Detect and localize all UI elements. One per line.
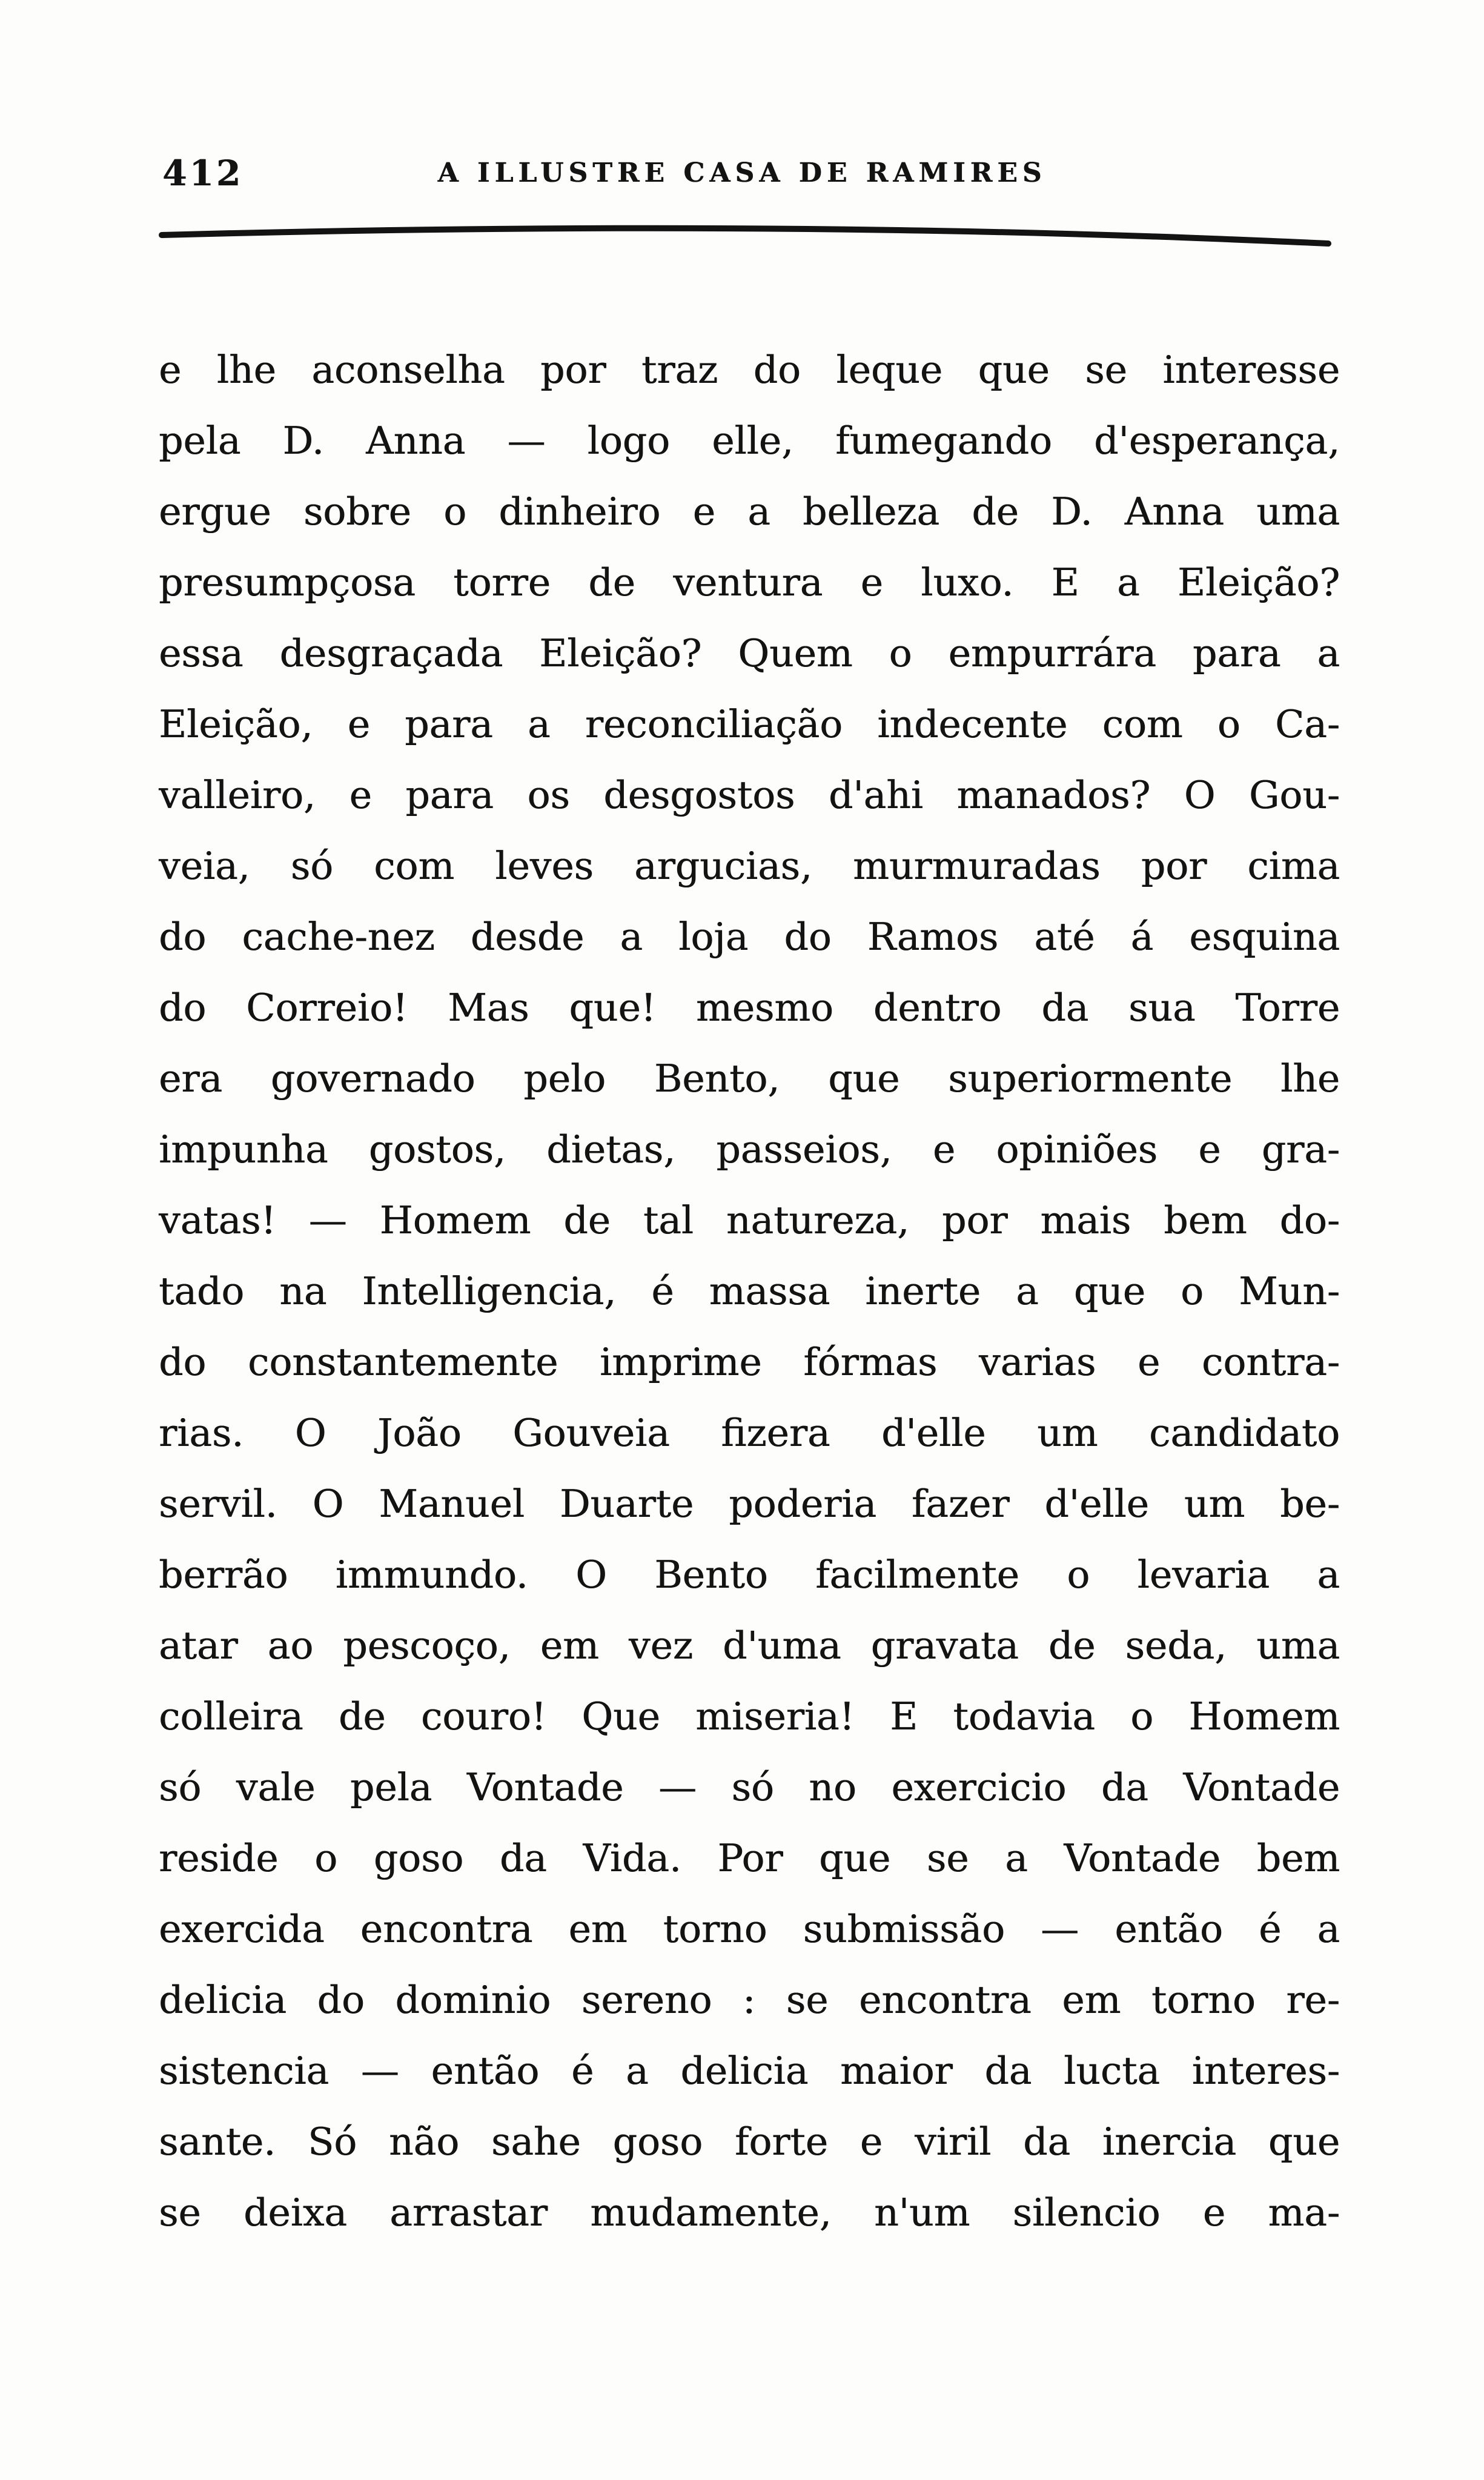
text-line: ergue sobre o dinheiro e a belleza de D. Anna uma [159, 489, 1340, 534]
header-rule [154, 223, 1336, 251]
text-line: Eleição, e para a reconciliação indecente com o Ca- [159, 702, 1340, 746]
text-line: sistencia — então é a delicia maior da lucta interes- [159, 2049, 1340, 2093]
text-line: berrão immundo. O Bento facilmente o levaria a [159, 1553, 1340, 1597]
header-rule-line [154, 223, 1336, 251]
text-line: do Correio! Mas que! mesmo dentro da sua Torre [159, 986, 1340, 1030]
text-line: vatas! — Homem de tal natureza, por mais bem do- [159, 1198, 1340, 1242]
text-line: do cache-nez desde a loja do Ramos até á esquina [159, 915, 1340, 959]
text-line: servil. O Manuel Duarte poderia fazer d'elle um be- [159, 1482, 1340, 1526]
text-line: veia, só com leves argucias, murmuradas por cima [159, 844, 1340, 888]
page-number: 412 [162, 153, 243, 194]
text-line: essa desgraçada Eleição? Quem o empurrára para a [159, 631, 1340, 675]
text-line: presumpçosa torre de ventura e luxo. E a Eleição? [159, 560, 1340, 605]
text-line: tado na Intelligencia, é massa inerte a que o Mun- [159, 1269, 1340, 1313]
text-line: pela D. Anna — logo elle, fumegando d'esperança, [159, 419, 1340, 463]
page-header [0, 150, 1484, 205]
text-line: delicia do dominio sereno : se encontra em torno re- [159, 1978, 1340, 2022]
text-line: impunha gostos, dietas, passeios, e opiniões e gra- [159, 1127, 1340, 1172]
text-line: sante. Só não sahe goso forte e viril da inercia que [159, 2120, 1340, 2164]
text-line: colleira de couro! Que miseria! E todavia o Homem [159, 1694, 1340, 1739]
text-line: reside o goso da Vida. Por que se a Vontade bem [159, 1836, 1340, 1880]
text-line: do constantemente imprime fórmas varias e contra- [159, 1340, 1340, 1384]
text-line: atar ao pescoço, em vez d'uma gravata de seda, uma [159, 1623, 1340, 1668]
running-title: A ILLUSTRE CASA DE RAMIRES [437, 157, 1047, 188]
text-line: era governado pelo Bento, que superiormente lhe [159, 1056, 1340, 1101]
text-line: só vale pela Vontade — só no exercicio da Vontade [159, 1765, 1340, 1809]
body-text [159, 334, 1340, 2248]
text-line: e lhe aconselha por traz do leque que se interesse [159, 348, 1340, 392]
text-line: exercida encontra em torno submissão — então é a [159, 1907, 1340, 1951]
text-line: se deixa arrastar mudamente, n'um silencio e ma- [159, 2190, 1340, 2235]
text-line: valleiro, e para os desgostos d'ahi manados? O Gou- [159, 773, 1340, 817]
text-line: rias. O João Gouveia fizera d'elle um candidato [159, 1411, 1340, 1455]
